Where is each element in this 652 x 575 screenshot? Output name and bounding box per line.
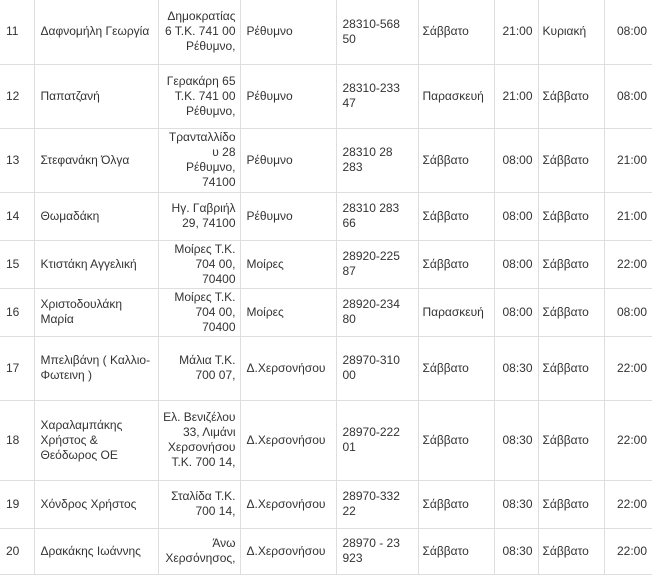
- from-day: Παρασκευή: [418, 288, 494, 336]
- area: Ρέθυμνο: [240, 0, 336, 64]
- area: Δ.Χερσονήσου: [240, 400, 336, 480]
- pharmacist-name: Δρακάκης Ιωάννης: [34, 528, 158, 574]
- table-row: [0, 64, 652, 128]
- to-day: Σάββατο: [538, 480, 604, 528]
- row-number: 20: [0, 528, 34, 574]
- to-time: 08:00: [604, 0, 652, 64]
- to-time: 22:00: [604, 240, 652, 288]
- row-number: 17: [0, 336, 34, 400]
- phone: 28970-222 01: [336, 400, 418, 480]
- to-time: 22:00: [604, 480, 652, 528]
- from-day: Σάββατο: [418, 192, 494, 240]
- table-row: [0, 192, 652, 240]
- table-row: [0, 240, 652, 288]
- phone: 28920-234 80: [336, 288, 418, 336]
- address: Ελ. Βενιζέλου 33, Λιμάνι Χερσονήσου Τ.Κ. 700 14,: [158, 400, 240, 480]
- table-row: [0, 480, 652, 528]
- pharmacist-name: Χριστοδουλάκη Μαρία: [34, 288, 158, 336]
- to-day: Σάββατο: [538, 400, 604, 480]
- to-day: Σάββατο: [538, 288, 604, 336]
- from-day: Σάββατο: [418, 240, 494, 288]
- from-time: 08:00: [494, 288, 538, 336]
- row-number: 18: [0, 400, 34, 480]
- from-time: 08:30: [494, 400, 538, 480]
- address: Τρανταλλίδου 28 Ρέθυμνο, 74100: [158, 128, 240, 192]
- phone: 28970-332 22: [336, 480, 418, 528]
- from-time: 08:00: [494, 192, 538, 240]
- pharmacist-name: Χαραλαμπάκης Χρήστος & Θεόδωρος ΟΕ: [34, 400, 158, 480]
- to-time: 21:00: [604, 192, 652, 240]
- pharmacist-name: Παπατζανή: [34, 64, 158, 128]
- pharmacist-name: Δαφνομήλη Γεωργία: [34, 0, 158, 64]
- area: Ρέθυμνο: [240, 128, 336, 192]
- to-day: Σάββατο: [538, 336, 604, 400]
- address: Άνω Χερσόνησος,: [158, 528, 240, 574]
- area: Δ.Χερσονήσου: [240, 336, 336, 400]
- to-day: Σάββατο: [538, 64, 604, 128]
- to-time: 22:00: [604, 528, 652, 574]
- address: Σταλίδα Τ.Κ. 700 14,: [158, 480, 240, 528]
- area: Δ.Χερσονήσου: [240, 480, 336, 528]
- phone: 28310 283 66: [336, 192, 418, 240]
- area: Ρέθυμνο: [240, 192, 336, 240]
- to-day: Σάββατο: [538, 128, 604, 192]
- to-day: Σάββατο: [538, 192, 604, 240]
- area: Μοίρες: [240, 288, 336, 336]
- to-day: Κυριακή: [538, 0, 604, 64]
- area: Μοίρες: [240, 240, 336, 288]
- address: Δημοκρατίας 6 Τ.Κ. 741 00 Ρέθυμνο,: [158, 0, 240, 64]
- address: Γερακάρη 65 Τ.Κ. 741 00 Ρέθυμνο,: [158, 64, 240, 128]
- pharmacist-name: Θωμαδάκη: [34, 192, 158, 240]
- phone: 28310-233 47: [336, 64, 418, 128]
- table-row: [0, 128, 652, 192]
- area: Ρέθυμνο: [240, 64, 336, 128]
- phone: 28920-225 87: [336, 240, 418, 288]
- to-day: Σάββατο: [538, 240, 604, 288]
- pharmacist-name: Κτιστάκη Αγγελική: [34, 240, 158, 288]
- from-time: 21:00: [494, 0, 538, 64]
- row-number: 12: [0, 64, 34, 128]
- address: Μοίρες Τ.Κ. 704 00, 70400: [158, 288, 240, 336]
- row-number: 15: [0, 240, 34, 288]
- row-number: 19: [0, 480, 34, 528]
- address: Μοίρες Τ.Κ. 704 00, 70400: [158, 240, 240, 288]
- from-time: 08:30: [494, 528, 538, 574]
- from-time: 08:30: [494, 336, 538, 400]
- row-number: 16: [0, 288, 34, 336]
- from-time: 08:00: [494, 240, 538, 288]
- to-time: 22:00: [604, 400, 652, 480]
- to-time: 22:00: [604, 336, 652, 400]
- table-row: [0, 288, 652, 336]
- phone: 28310 28 283: [336, 128, 418, 192]
- to-time: 21:00: [604, 128, 652, 192]
- row-number: 13: [0, 128, 34, 192]
- from-day: Σάββατο: [418, 480, 494, 528]
- from-time: 21:00: [494, 64, 538, 128]
- pharmacist-name: Μπελιβάνη ( Καλλιο-Φωτεινη ): [34, 336, 158, 400]
- phone: 28970 - 23 923: [336, 528, 418, 574]
- from-day: Σάββατο: [418, 0, 494, 64]
- pharmacist-name: Χόνδρος Χρήστος: [34, 480, 158, 528]
- to-time: 08:00: [604, 64, 652, 128]
- from-time: 08:00: [494, 128, 538, 192]
- table-row: [0, 336, 652, 400]
- from-day: Σάββατο: [418, 528, 494, 574]
- phone: 28970-310 00: [336, 336, 418, 400]
- from-day: Σάββατο: [418, 336, 494, 400]
- row-number: 14: [0, 192, 34, 240]
- table-row: [0, 0, 652, 64]
- from-day: Παρασκευή: [418, 64, 494, 128]
- from-day: Σάββατο: [418, 128, 494, 192]
- to-time: 08:00: [604, 288, 652, 336]
- address: Μάλια Τ.Κ. 700 07,: [158, 336, 240, 400]
- pharmacist-name: Στεφανάκη Όλγα: [34, 128, 158, 192]
- table-row: [0, 528, 652, 574]
- from-day: Σάββατο: [418, 400, 494, 480]
- table-row: [0, 400, 652, 480]
- row-number: 11: [0, 0, 34, 64]
- from-time: 08:30: [494, 480, 538, 528]
- phone: 28310-568 50: [336, 0, 418, 64]
- address: Ηγ. Γαβριήλ 29, 74100: [158, 192, 240, 240]
- area: Δ.Χερσονήσου: [240, 528, 336, 574]
- to-day: Σάββατο: [538, 528, 604, 574]
